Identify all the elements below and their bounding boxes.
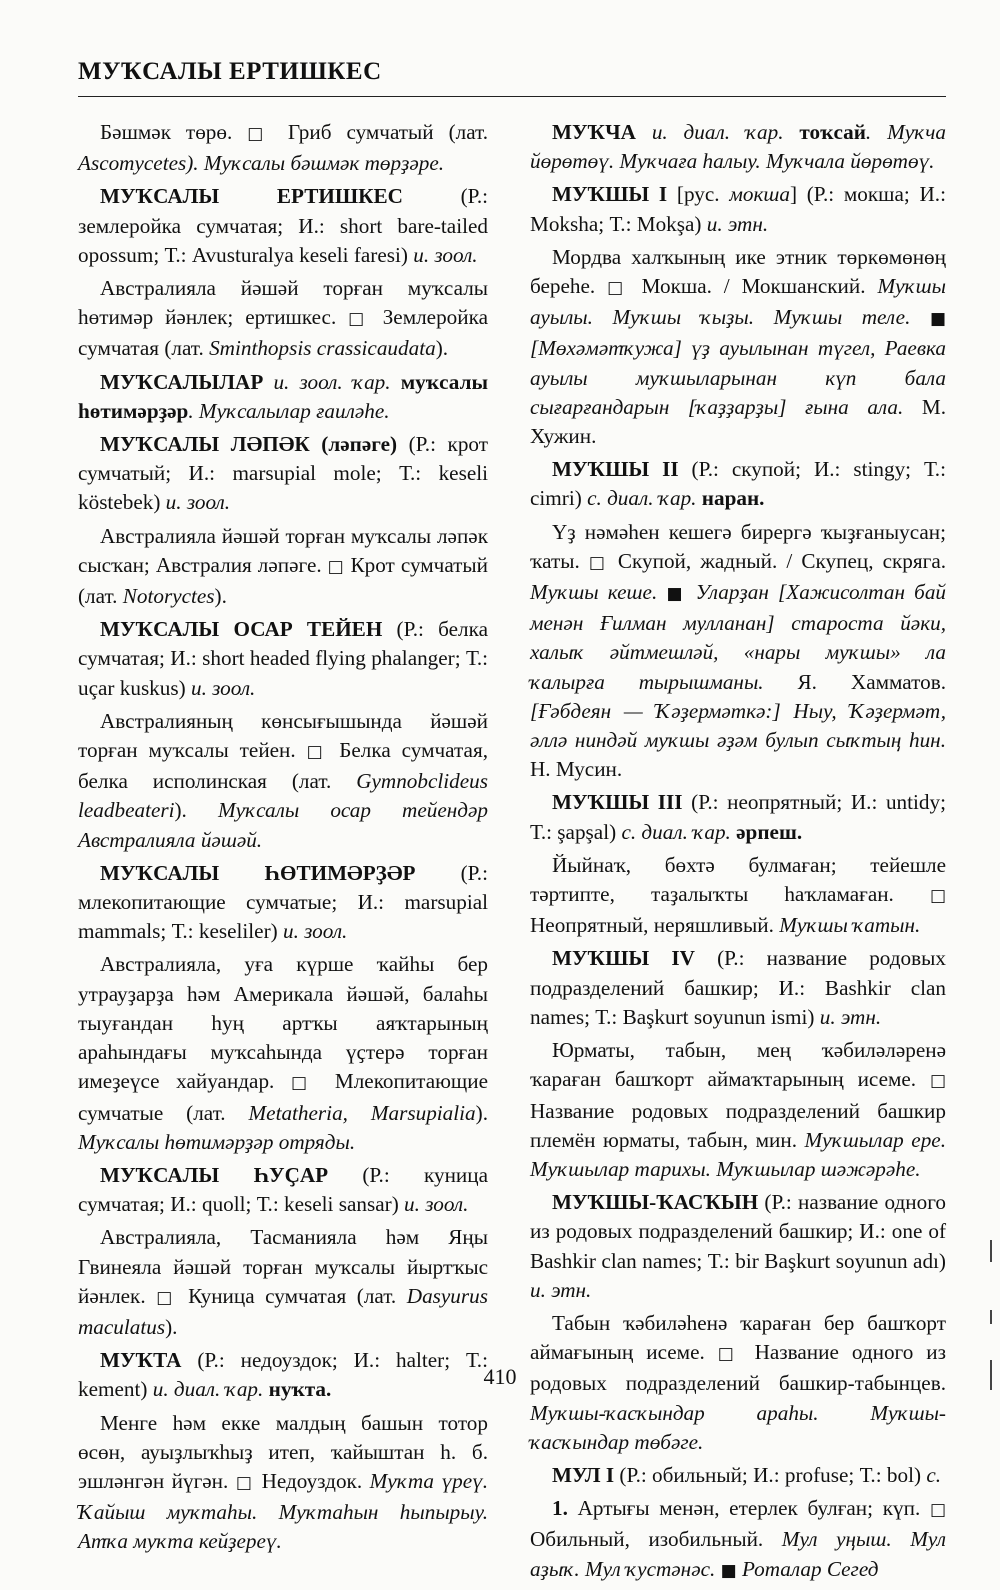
dictionary-entry <box>530 788 946 846</box>
example-text: Муҡшы ауылы. Муҡшы ҡыҙы. Муҡшы теле. <box>530 274 947 330</box>
translations: (Р.: млекопитающие сумчатые; И.: marsupial mammals; Т.: keseliler) <box>78 860 488 944</box>
edge-mark <box>990 1240 992 1262</box>
translations: (Р.: куница сумчатая; И.: quoll; Т.: keseli sansar) <box>78 1162 488 1217</box>
punctuation: ). <box>174 798 218 823</box>
dictionary-entry <box>78 368 488 426</box>
headword: МУҠСАЛЫЛАР <box>100 369 264 394</box>
punctuation: ). <box>475 1100 488 1125</box>
box-symbol: □ <box>929 886 946 907</box>
definition-text: Артығы менән, етерлек булған; күп. <box>567 1496 930 1521</box>
definition <box>530 1494 946 1586</box>
definition <box>78 1223 488 1342</box>
box-symbol: □ <box>929 1500 946 1521</box>
dictionary-entry <box>530 455 946 513</box>
quote-mark-symbol: ■ <box>720 1560 737 1581</box>
translations: (Р.: белка сумчатая; И.: short headed flying phalanger; Т.: uçar kuskus) <box>78 617 488 700</box>
latin-name: Dasyurus maculatus <box>78 1283 488 1339</box>
definition-text: Табын ҡәбиләһенә ҡараған бер башҡорт аймағының исеме. <box>530 1310 946 1365</box>
dictionary-entry <box>78 859 488 947</box>
box-symbol: □ <box>235 1472 255 1493</box>
translation-text: Обильный, изобильный. <box>530 1527 782 1552</box>
cross-reference: муҡсалы һөтимәрҙәр <box>78 369 488 423</box>
box-symbol: □ <box>327 556 345 577</box>
dictionary-entry <box>530 944 946 1032</box>
headword: МУҠСАЛЫ ЕРТИШКЕС <box>100 184 403 209</box>
dictionary-entry <box>78 430 488 518</box>
cross-reference: тоҡсай <box>783 120 866 144</box>
example-text: Муҡсалы осар тейендәр Австралияла йәшәй. <box>78 798 488 852</box>
grammar-label: и. зоол. <box>165 490 231 515</box>
translations: (Р.: скупой; И.: stingy; Т.: cimri) <box>530 457 946 511</box>
definition <box>530 243 946 451</box>
grammar-label: и. зоол. <box>404 1192 469 1217</box>
dictionary-entry <box>530 1461 946 1490</box>
page-number: 410 <box>483 1364 517 1389</box>
grammar-label: и. диал. ҡар. <box>152 1377 264 1402</box>
grammar-label: с. <box>926 1462 942 1487</box>
example-text: Муҡта үреү. Ҡайыш муҡтаһы. Муҡтаһын һыпырыу. Атҡа муҡта кейҙереү. <box>78 1468 488 1554</box>
definition-text: Бәшмәк төрө. <box>100 120 248 144</box>
headword: МУҠСАЛЫ ОСАР ТЕЙЕН <box>100 617 383 642</box>
box-symbol: □ <box>929 1071 946 1092</box>
quotation: Уларҙан [Хажисолтан бай менән Ғилман мулланан] староста йәки, халыҡ әйтмешләй, «нары муҡшы» ла ҡалырға тырышманы. <box>530 580 947 694</box>
headword: МУҠШЫ-ҠАСҠЫН <box>552 1190 759 1215</box>
box-symbol: □ <box>290 1073 319 1094</box>
quote-author: Я. Хамматов. <box>763 669 946 694</box>
quote-author: Н. Мусин. <box>530 757 623 782</box>
definition-text: Австралияла йәшәй торған муҡсалы һөтимәр йәнлек; ертишкес. <box>78 276 488 330</box>
translation-text: Недоуздок. <box>254 1468 370 1493</box>
box-symbol: □ <box>588 552 609 573</box>
dictionary-entry <box>530 118 946 176</box>
running-head-title: МУҠСАЛЫ ЕРТИШКЕС <box>78 58 382 85</box>
definition-text: Австралияла йәшәй торған муҡсалы ләпәк сысҡан; Австралия ләпәге. <box>78 523 488 577</box>
translation-text: Землеройка сумчатая (лат. <box>78 305 488 361</box>
dictionary-entry <box>78 1161 488 1219</box>
quotation: [Мөхәмәтҡужа] үҙ ауылынан түгел, Раевка ауылы муҡшыларынан күп бала сығарғандарын [ҡаҙҙарҙы] ғына ала. <box>530 336 946 419</box>
etymology-word: мокша <box>729 182 790 207</box>
example-text: Мул уңыш. Мул аҙыҡ. Мул ҡустәнәс. <box>530 1527 946 1581</box>
grammar-label: и. этн. <box>530 1277 592 1302</box>
example-text: Ascomycetes). Муҡсалы бәшмәк төрҙәре. <box>78 151 445 176</box>
latin-name: Sminthopsis crassicaudata <box>209 336 436 361</box>
translations: ] (Р.: мокша; И.: Moksha; Т.: Mokşa) <box>530 182 946 236</box>
grammar-label: и. зоол. <box>413 242 478 267</box>
sense-number: 1. <box>552 1496 568 1521</box>
quotation: Роталар Сегед <box>736 1556 879 1581</box>
dictionary-entry <box>530 180 946 238</box>
definition-text: Менге һәм екке малдың башын тотор өсөн, ауыҙлыҡһыҙ итеп, ҡайыштан һ. б. эшләнгән йүгән. <box>78 1410 488 1493</box>
definition-text: Йыйнаҡ, бөхтә булмаған; тейешле тәртипте, таҙалыҡты һаҡламаған. <box>530 852 946 907</box>
box-symbol: □ <box>247 124 273 144</box>
headword: МУҠСАЛЫ ЛӘПӘК (ләпәге) <box>100 432 398 457</box>
grammar-label: и. этн. <box>819 1004 882 1029</box>
translations: (Р.: неопрятный; И.: untidy; Т.: şapşal) <box>530 790 946 844</box>
latin-name: Metatheria, Marsupialia <box>248 1100 476 1125</box>
dictionary-entry <box>530 1188 946 1305</box>
translation-text: Млекопитающие сумчатые (лат. <box>78 1069 488 1125</box>
example-text: Муҡшы кеше. <box>530 580 667 605</box>
translation-text: Крот сумчатый (лат. <box>78 552 489 609</box>
example-text: . Муҡча йөрөтөү. Муҡчаға һалыу. Муҡчала йөрөтөү. <box>530 120 946 174</box>
dictionary-entry <box>78 182 488 270</box>
grammar-label: с. диал. ҡар. <box>621 819 731 844</box>
cross-reference: әрпеш. <box>730 819 803 844</box>
definition <box>78 707 488 855</box>
punctuation: ). <box>165 1314 178 1339</box>
example-text: . Муҡсалылар ғаиләһе. <box>188 398 390 423</box>
box-symbol: □ <box>156 1287 178 1308</box>
latin-name: Gymnobclideus leadbeateri <box>78 769 488 823</box>
translations: (Р.: название одного из родовых подразделений башкир; И.: one of Bashkir clan names; Т.: bir Başkurt soyunun adı) <box>530 1190 946 1273</box>
quotation: [Ғәбдеян — Ҡәҙермәткә:] Ныу, Ҡәҙермәт, әллә ниндәй муҡшы әҙәм булып сыҡтың һин. <box>530 698 946 753</box>
dictionary-entry <box>78 615 488 703</box>
scan-edge-marks <box>988 1240 994 1440</box>
grammar-label: с. диал. ҡар. <box>587 486 697 511</box>
headword: МУҠШЫ IV <box>552 946 695 971</box>
latin-name: Notoryctes <box>122 584 215 609</box>
headword: МУҠШЫ II <box>552 457 679 482</box>
box-symbol: □ <box>607 278 630 299</box>
definition-text: Юрматы, табын, мең ҡәбиләләренә ҡараған башҡорт аймаҡтарының исеме. <box>530 1038 946 1092</box>
translation-text: Неопрятный, неряшливый. <box>530 913 780 938</box>
box-symbol: □ <box>348 309 371 330</box>
grammar-label: и. этн. <box>706 211 769 236</box>
grammar-label: и. диал. ҡар. <box>635 120 784 144</box>
edge-mark <box>990 1310 992 1324</box>
headword: МУҠСАЛЫ ҺӨТИМӘРҘӘР <box>100 860 416 885</box>
definition-text: Австралияның көнсығышында йәшәй торған муҡсалы тейен. <box>78 708 488 763</box>
example-text: Муҡшылар ере. Муҡшылар тарихы. Муҡшылар шәжәрәһе. <box>530 1127 946 1181</box>
definition-text: Үҙ нәмәһен кешегә бирергә ҡыҙғаныусан; ҡаты. <box>530 519 946 573</box>
quote-mark-symbol: ■ <box>666 584 687 605</box>
punctuation: ). <box>214 584 227 609</box>
definition <box>530 1036 946 1184</box>
headword: МУҠШЫ III <box>552 790 683 815</box>
definition <box>78 274 488 364</box>
quote-author: М. Хужин. <box>530 394 947 449</box>
headword: МУҠШЫ I <box>552 182 668 207</box>
cross-reference: наран. <box>696 486 765 511</box>
headword: МУЛ I <box>552 1462 615 1487</box>
definition <box>78 522 488 612</box>
headword: МУҠСАЛЫ ҺУҪАР <box>100 1162 329 1187</box>
translation-text: Куница сумчатая (лат. <box>177 1283 407 1308</box>
entry-continuation <box>78 118 488 178</box>
definition-text: Мордва халҡының ике этник төркөмөнөң береһе. <box>530 244 946 299</box>
example-text: Муҡшы ҡатын. <box>779 913 921 938</box>
definition <box>78 1409 488 1557</box>
definition-text: Австралияла, уға күрше ҡайһы бер утрауҙарҙа һәм Америкала йәшәй, балаһы тыуғандан һуң артҡы аяҡтарының араһындағы муҡсаһында үҫтерә торған имеҙеүсе хайуандар. <box>78 952 488 1094</box>
example-text: Муҡсалы һөтимәрҙәр отряды. <box>78 1129 356 1154</box>
definition <box>78 950 488 1156</box>
etymology: [рус. <box>667 182 730 207</box>
left-column <box>78 118 488 1561</box>
translations: (Р.: недоуздок; И.: halter; Т.: kement) <box>78 1348 488 1402</box>
quote-mark-symbol: ■ <box>929 309 946 330</box>
grammar-label: и. зоол. ҡар. <box>263 369 391 394</box>
grammar-label: и. зоол. <box>282 919 348 944</box>
edge-mark <box>990 1360 992 1390</box>
translations: (Р.: обильный; И.: profuse; Т.: bol) <box>614 1462 927 1487</box>
example-text: Муҡшы-ҡасҡындар араһы. Муҡшы-ҡасҡындар төбәге. <box>530 1400 946 1454</box>
headword: МУҠТА <box>100 1348 182 1373</box>
cross-reference: нуҡта. <box>263 1377 332 1402</box>
translations: (Р.: название родовых подразделений башкир; И.: Bashkir clan names; Т.: Başkurt soyunun ismi) <box>530 946 946 1029</box>
translation-text: Название родовых подразделений башкир племён юрматы, табын, мин. <box>530 1098 946 1152</box>
headword: МУҠЧА <box>552 120 636 144</box>
translations: (Р.: землеройка сумчатая; И.: short bare-tailed opossum; Т.: Avusturalya keseli faresi) <box>78 184 488 267</box>
translation-text: Скупой, жадный. / Скупец, скряга. <box>608 548 947 573</box>
punctuation: ). <box>435 336 449 361</box>
translation-text: Белка сумчатая, белка исполинская (лат. <box>78 738 488 794</box>
definition <box>530 518 946 785</box>
box-symbol: □ <box>717 1344 742 1365</box>
grammar-label: и. зоол. <box>190 675 256 700</box>
translation-text: Гриб сумчатый (лат. <box>272 120 489 144</box>
definition-text: Австралияла, Тасманияла һәм Яңы Гвинеяла йәшәй торған муҡсалы йыртҡыс йәнлек. <box>78 1225 488 1308</box>
translation-text: Название одного из родовых подразделений башкир-табынцев. <box>530 1340 947 1396</box>
header-rule <box>78 96 946 97</box>
translations: (Р.: крот сумчатый; И.: marsupial mole; Т.: keseli köstebek) <box>78 432 488 515</box>
translation-text: Мокша. / Мокшанский. <box>629 274 878 299</box>
box-symbol: □ <box>306 742 329 763</box>
definition <box>530 851 946 941</box>
